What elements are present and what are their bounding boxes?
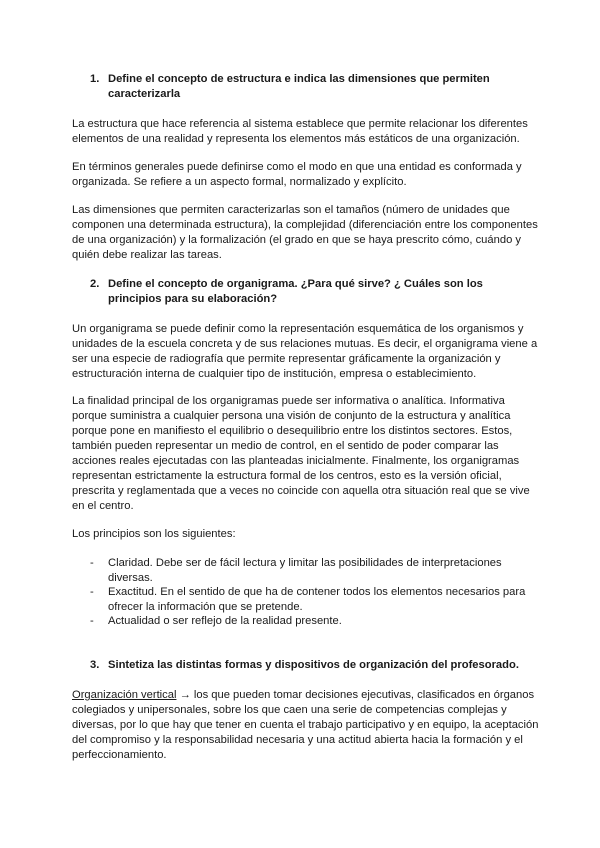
list-dash: - — [90, 615, 94, 627]
q1-paragraph-3: Las dimensiones que permiten caracterizarlas son el tamaños (número de unidades que componen una determinada estructura), la complejidad (diferenciación entre los componentes de una organización) y la formalización (el grado en que se haya prescrito cómo, cuándo y quién debe realizar las tareas. — [72, 204, 538, 261]
organizacion-vertical-term: Organización vertical — [72, 689, 177, 701]
principle-text: Claridad. Debe ser de fácil lectura y limitar las posibilidades de interpretaciones diversas. — [108, 557, 502, 584]
question-3-number: 3. — [90, 659, 100, 671]
q1-paragraph-1: La estructura que hace referencia al sistema establece que permite relacionar los diferentes elementos de una realidad y representa los elementos más estáticos de una organización. — [72, 118, 528, 145]
question-1-heading — [90, 72, 520, 102]
q3-paragraph-1 — [72, 688, 540, 763]
question-1-text: Define el concepto de estructura e indica las dimensiones que permiten caracterizarla — [108, 73, 490, 100]
question-2-heading — [90, 277, 520, 307]
q1-paragraph-2: En términos generales puede definirse como el modo en que una entidad es conformada y organizada. Se refiere a un aspecto formal, normalizado y explícito. — [72, 161, 522, 188]
q2-paragraph-1: Un organigrama se puede definir como la representación esquemática de los organismos y unidades de la escuela concreta y de sus relaciones mutuas. Es decir, el organigrama viene a ser una especie de radiografía que permite representar gráficamente la organización y estructuración interna de cualquier tipo de institución, empresa o establecimiento. — [72, 323, 538, 380]
list-dash: - — [90, 586, 94, 598]
question-1-number: 1. — [90, 73, 100, 85]
q3-paragraph-text: los que pueden tomar decisiones ejecutivas, clasificados en órganos colegiados y unipersonales, sobre los que caen una serie de competencias complejas y diversas, por lo que hay que tener en cuenta el trabajo participativo y en equipo, la aceptación del compromiso y la responsabilidad necesaria y una actitud abierta hacia la formación y el perfeccionamiento. — [72, 689, 539, 761]
q2-paragraph-2: La finalidad principal de los organigramas puede ser informativa o analítica. Informativa porque suministra a cualquier persona una visión de conjunto de la estructura y analítica porque pone en manifiesto el equilibrio o desequilibrio entre los distintos sectores. Estos, también pueden representar un medio de control, en el sentido de poder comparar las acciones reales ejecutadas con las planteadas inicialmente. Finalmente, los organigramas representan estrictamente la estructura formal de los centros, esto es la versión oficial, prescrita y reglamentada que a veces no coincide con aquella otra situación real que se vive en el centro. — [72, 395, 530, 512]
q2-paragraph-3: Los principios son los siguientes: — [72, 528, 236, 540]
principle-text: Actualidad o ser reflejo de la realidad presente. — [108, 615, 342, 627]
list-dash: - — [90, 557, 94, 569]
arrow-symbol: → — [179, 689, 191, 701]
principle-list-item — [90, 556, 540, 586]
question-3-text: Sintetiza las distintas formas y dispositivos de organización del profesorado. — [108, 659, 519, 671]
question-2-text: Define el concepto de organigrama. ¿Para qué sirve? ¿ Cuáles son los principios para su elaboración? — [108, 278, 483, 305]
principle-list-item — [90, 614, 540, 629]
principle-text: Exactitud. En el sentido de que ha de contener todos los elementos necesarios para ofrecer la información que se pretende. — [108, 586, 526, 613]
principle-list-item — [90, 585, 540, 615]
question-3-heading — [90, 658, 520, 673]
question-2-number: 2. — [90, 278, 100, 290]
